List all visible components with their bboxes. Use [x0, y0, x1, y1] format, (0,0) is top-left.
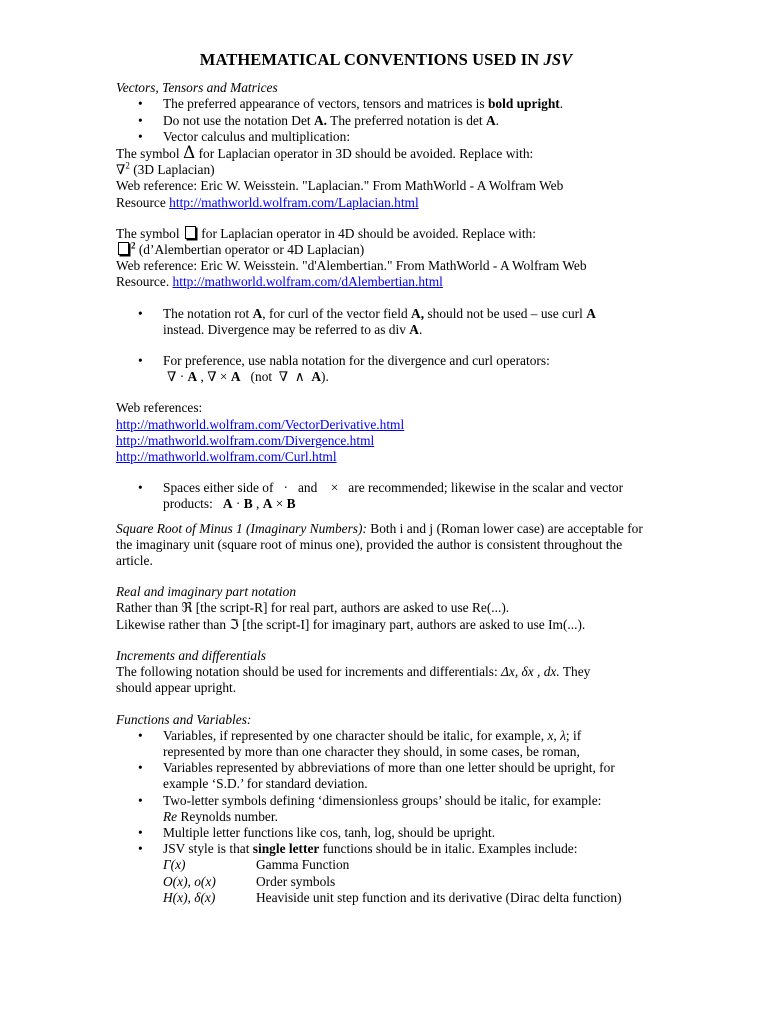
- list-item: • Variables represented by abbreviations of more than one letter should be upright, for example ‘S.D.’ for standard deviation.: [116, 760, 656, 792]
- laplacian-3d-replacement: ∇$^2$ (3D Laplacian): [116, 160, 215, 178]
- list-item: • Vector calculus and multiplication:: [116, 129, 656, 145]
- list-item: • JSV style is that single letter functions should be in italic. Examples include:: [116, 841, 656, 857]
- section-heading-increments: Increments and differentials: [116, 647, 266, 663]
- web-references-heading: Web references:: [116, 400, 203, 416]
- function-example-row: O(x), o(x) Order symbols: [163, 873, 336, 889]
- list-item: • Multiple letter functions like cos, tanh, log, should be upright.: [116, 825, 656, 841]
- divergence-link[interactable]: http://mathworld.wolfram.com/Divergence.html: [116, 432, 375, 448]
- vectors-list: [116, 96, 656, 145]
- list-item: • Two-letter symbols defining ‘dimensionless groups’ should be italic, for example: Re Reynolds number.: [116, 793, 656, 825]
- document-page: MATHEMATICAL CONVENTIONS USED IN JSV Vectors, Tensors and Matrices • The preferred appearance of vectors, tensors and matrices is bold upright. • Do not use the notation Det A. The preferred notation is det A. • Vector calculus and multiplication: The symbol Δ for Laplacian operator in 3D should be avoided. Replace with: ∇$^2$ (3D Laplacian) Web reference: Eric W. Weisstein. "Laplacian." From MathWorld - A Wolfram Web Resource http://mathworld.wolfram.com/Laplacian.html The symbol for Laplacian operator in 4D should be avoided. Replace with: $^2$ (d’Alembertian operator or 4D Laplacian) Web reference: Eric W. Weisstein. "d'Alembertian." From MathWorld - A Wolfram Web Resource. http://mathworld.wolfram.com/dAlembertian.html • The notation rot A, for curl of the vector field A, should not be used – use curl A instead. Divergence may be referred to as div A. • For preference, use nabla notation for the divergence and curl operators: ∇ · A , ∇ × A (not ∇ ∧ A). Web references: http://mathworld.wolfram.com/VectorDerivative.html http://mathworld.wolfram.com/Divergence.html http://mathworld.wolfram.com/Curl.html • Spaces either side of · and × are recommended; likewise in the scalar and vector products: A · B , A × B Square Root of Minus 1 (Imaginary Numbers): Both i and j (Roman lower case) are acceptable for the imaginary unit (square root of minus one), provided the author is consistent throughout the article. Real and imaginary part notation Rather than ℜ [the script-R] for real part, authors are asked to use Re(...). Likewise rather than ℑ [the script-I] for imaginary part, authors are asked to use Im(...). Increments and differentials The following notation should be used for increments and differentials: Δx, δx , dx. They should appear upright. Functions and Variables: • Variables, if represented by one character should be italic, for example, x, λ; if represented by more than one character they should, in some cases, be roman, • Variables represented by abbreviations of more than one letter should be upright, for example ‘S.D.’ for standard deviation. • Two-letter symbols defining ‘dimensionless groups’ should be italic, for example: Re Reynolds number. • Multiple letter functions like cos, tanh, log, should be upright. • JSV style is that single letter functions should be in italic. Examples include: Γ(x) Gamma Function O(x), o(x) Order symbols H(x), δ(x) Heaviside unit step function and its derivative (Dirac delta function): [116, 52, 656, 906]
- laplacian-3d-reference: Web reference: Eric W. Weisstein. "Laplacian." From MathWorld - A Wolfram Web: [116, 178, 564, 194]
- laplacian-4d-reference: Web reference: Eric W. Weisstein. "d'Alembertian." From MathWorld - A Wolfram Web: [116, 258, 587, 274]
- nabla-list: [116, 353, 656, 385]
- imaginary-paragraph: Square Root of Minus 1 (Imaginary Numbers): Both i and j (Roman lower case) are acceptable for the imaginary unit (square root of minus one), provided the author is consistent throughout the article.: [116, 520, 643, 569]
- section-heading-imaginary: Square Root of Minus 1 (Imaginary Numbers):: [116, 520, 367, 536]
- dalembertian-box-icon: [118, 242, 129, 255]
- list-item: • The notation rot A, for curl of the vector field A, should not be used – use curl A instead. Divergence may be referred to as div A.: [116, 306, 656, 338]
- laplacian-link[interactable]: http://mathworld.wolfram.com/Laplacian.html: [169, 194, 419, 210]
- list-item: • Do not use the notation Det A. The preferred notation is det A.: [116, 113, 656, 129]
- section-heading-real-imag: Real and imaginary part notation: [116, 584, 297, 600]
- functions-list: [116, 728, 656, 858]
- section-heading-vectors: Vectors, Tensors and Matrices: [116, 80, 278, 96]
- laplacian-3d-line: The symbol Δ for Laplacian operator in 3D should be avoided. Replace with:: [116, 143, 534, 164]
- nabla-symbol: ∇: [116, 162, 126, 178]
- laplacian-4d-line: The symbol for Laplacian operator in 4D should be avoided. Replace with:: [116, 225, 536, 241]
- laplacian-4d-replacement: $^2$ (d’Alembertian operator or 4D Laplacian): [116, 242, 656, 258]
- dalembertian-box-icon: [185, 226, 196, 239]
- section-heading-functions: Functions and Variables:: [116, 711, 252, 727]
- curl-link[interactable]: http://mathworld.wolfram.com/Curl.html: [116, 449, 337, 465]
- delta-symbol: Δ: [182, 143, 196, 164]
- rot-list: [116, 306, 656, 338]
- spaces-list: [116, 480, 656, 512]
- function-example-row: H(x), δ(x) Heaviside unit step function and its derivative (Dirac delta function): [163, 889, 622, 905]
- journal-name: JSV: [543, 50, 573, 69]
- function-example-row: Γ(x) Gamma Function: [163, 857, 350, 873]
- list-item: • The preferred appearance of vectors, tensors and matrices is bold upright.: [116, 96, 656, 112]
- list-item: • For preference, use nabla notation for the divergence and curl operators: ∇ · A , ∇ × A (not ∇ ∧ A).: [116, 353, 656, 385]
- list-item: • Spaces either side of · and × are recommended; likewise in the scalar and vector products: A · B , A × B: [116, 480, 656, 512]
- vector-derivative-link[interactable]: http://mathworld.wolfram.com/VectorDerivative.html: [116, 416, 405, 432]
- dalembertian-link[interactable]: http://mathworld.wolfram.com/dAlembertian.html: [172, 274, 443, 290]
- list-item: • Variables, if represented by one character should be italic, for example, x, λ; if represented by more than one character they should, in some cases, be roman,: [116, 728, 656, 760]
- page-title: MATHEMATICAL CONVENTIONS USED IN JSV: [199, 50, 573, 69]
